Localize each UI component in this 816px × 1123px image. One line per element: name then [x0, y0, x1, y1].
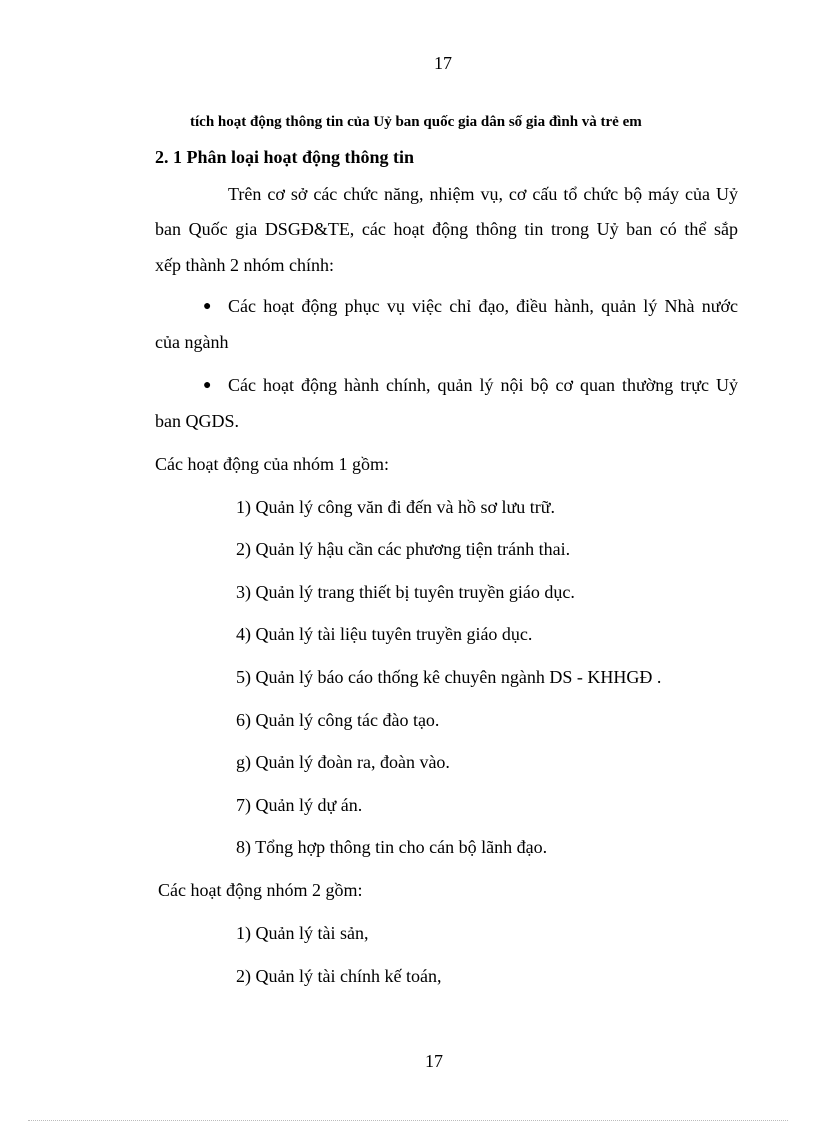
bullet-2-line-1: Các hoạt động hành chính, quản lý nội bộ cơ quan thường trực Uỷ: [228, 375, 738, 395]
section-heading: 2. 1 Phân loại hoạt động thông tin: [155, 147, 415, 167]
group-2-item: 1) Quản lý tài sản,: [236, 923, 369, 943]
intro-line-2: ban Quốc gia DSGĐ&TE, các hoạt động thông tin trong Uỷ ban có thể sắp: [155, 219, 738, 239]
group-1-item: 8) Tổng hợp thông tin cho cán bộ lãnh đạo.: [236, 837, 548, 857]
group-1-item: 1) Quản lý công văn đi đến và hồ sơ lưu trữ.: [236, 497, 555, 517]
page-bottom-divider: [28, 1120, 788, 1121]
intro-line-3: xếp thành 2 nhóm chính:: [155, 255, 334, 275]
group-2-label: Các hoạt động nhóm 2 gồm:: [158, 880, 363, 900]
page-number-bottom: 17: [425, 1051, 443, 1071]
bullet-icon: ●: [203, 299, 212, 314]
figure-caption: tích hoạt động thông tin của Uỷ ban quốc gia dân số gia đình và trẻ em: [190, 114, 642, 130]
group-1-item: 7) Quản lý dự án.: [236, 795, 363, 815]
group-1-item: 4) Quản lý tài liệu tuyên truyền giáo dục.: [236, 624, 533, 644]
group-1-item: 2) Quản lý hậu cần các phương tiện tránh thai.: [236, 539, 571, 559]
bullet-icon: ●: [203, 378, 212, 393]
bullet-2-line-2: ban QGDS.: [155, 411, 239, 431]
bullet-1-line-2: của ngành: [155, 332, 229, 352]
intro-line-1: Trên cơ sở các chức năng, nhiệm vụ, cơ cấu tổ chức bộ máy của Uỷ: [228, 184, 738, 204]
group-1-item: 5) Quản lý báo cáo thống kê chuyên ngành DS - KHHGĐ .: [236, 667, 662, 687]
group-2-item: 2) Quản lý tài chính kế toán,: [236, 966, 442, 986]
group-1-item: 6) Quản lý công tác đào tạo.: [236, 710, 440, 730]
group-1-label: Các hoạt động của nhóm 1 gồm:: [155, 454, 389, 474]
page-number-top: 17: [434, 53, 452, 73]
bullet-1-line-1: Các hoạt động phục vụ việc chỉ đạo, điều hành, quản lý Nhà nước: [228, 296, 738, 316]
group-1-item: g) Quản lý đoàn ra, đoàn vào.: [236, 752, 450, 772]
group-1-item: 3) Quản lý trang thiết bị tuyên truyền giáo dục.: [236, 582, 575, 602]
